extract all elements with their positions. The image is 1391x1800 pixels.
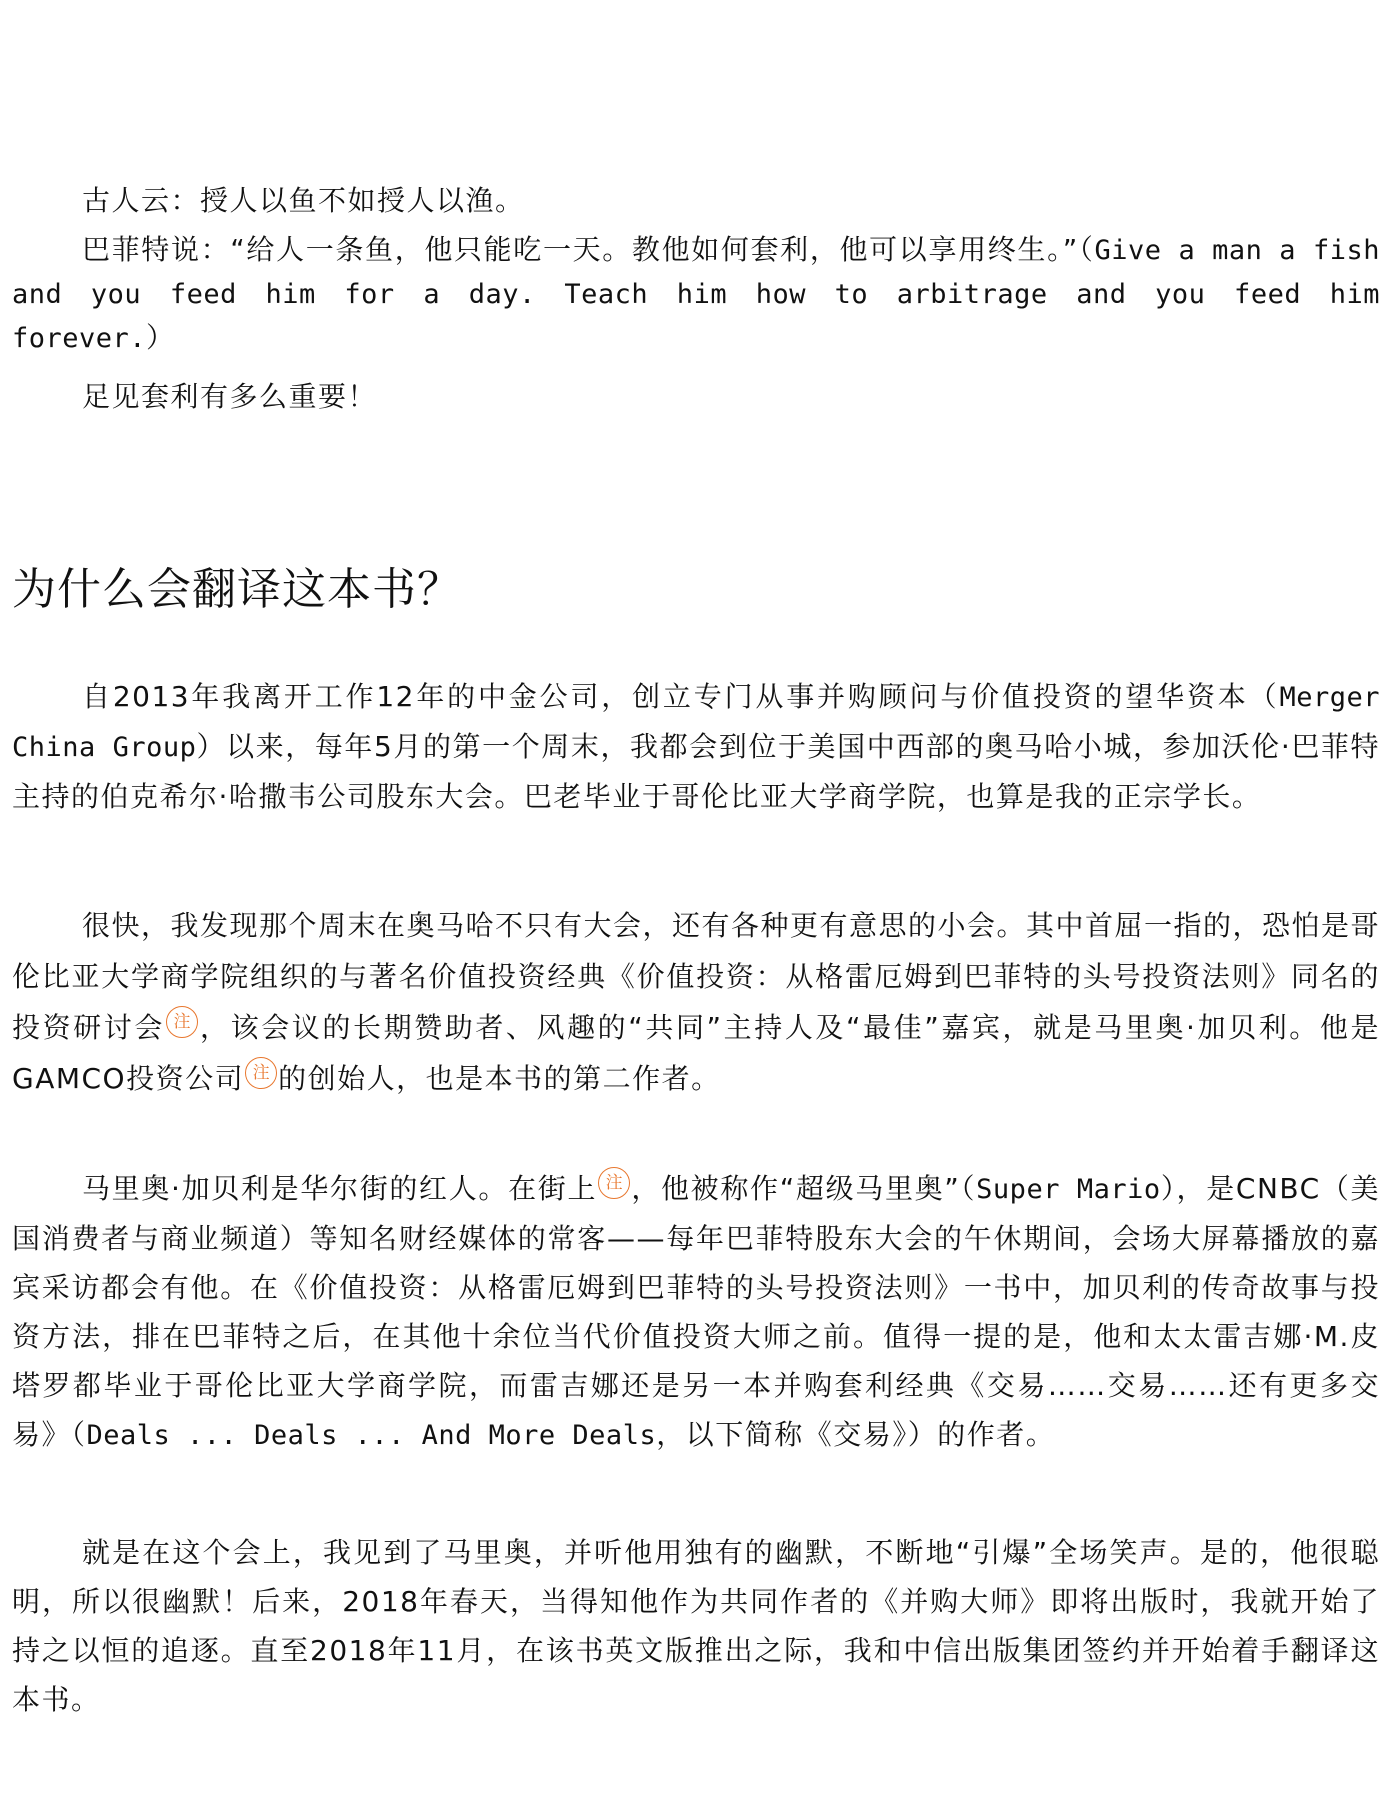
paragraph-founding-part-a: 自2013年我离开工作12年的中金公司，创立专门从事并购顾问与价值投资的望华资本（ xyxy=(82,680,1280,713)
paragraph-gabelli-part-a: 马里奥·加贝利是华尔街的红人。在街上 xyxy=(82,1172,598,1205)
paragraph-conference-part-a: 很快，我发现那个周末在奥马哈不只有大会，还有各种更有意思的小会。其中首屈一指的，恐怕是哥伦比亚大学商学院组织的与著名价值投资经典《价值投资：从格雷厄姆到巴菲特的头号投资法则》同名的投资研讨会 xyxy=(12,909,1381,1044)
book-title-english: Deals ... Deals ... And More Deals xyxy=(86,1420,657,1451)
buffett-quote-english: Give a man a fish and you feed him for a day. Teach him how to arbitrage and you feed him forever. xyxy=(12,235,1380,354)
paragraph-translation-origin xyxy=(12,1528,1380,1724)
buffett-quote-close: ） xyxy=(146,321,176,354)
intro-conclusion-text: 足见套利有多么重要！ xyxy=(82,380,378,413)
paragraph-founding xyxy=(12,672,1380,821)
footnote-marker-icon[interactable]: 注 xyxy=(245,1057,277,1089)
intro-proverb-text: 古人云：授人以鱼不如授人以渔。 xyxy=(82,184,525,217)
paragraph-conference-part-c: 的创始人，也是本书的第二作者。 xyxy=(278,1062,721,1095)
paragraph-gabelli-part-c: ），是CNBC（美国消费者与商业频道）等知名财经媒体的常客——每年巴菲特股东大会的午休期间，会场大屏幕播放的嘉宾采访都会有他。在《价值投资：从格雷厄姆到巴菲特的头号投资法则》一书中，加贝利的传奇故事与投资方法，排在巴菲特之后，在其他十余位当代价值投资大师之前。值得一提的是，他和太太雷吉娜·M.皮塔罗都毕业于哥伦比亚大学商学院，而雷吉娜还是另一本并购套利经典《交易……交易……还有更多交易》（ xyxy=(12,1172,1381,1451)
paragraph-conference xyxy=(12,900,1380,1104)
intro-proverb xyxy=(12,176,1380,225)
footnote-marker-icon[interactable]: 注 xyxy=(166,1006,198,1038)
paragraph-gabelli-part-b: ，他被称作“超级马里奥”（ xyxy=(631,1172,977,1205)
nickname-english: Super Mario xyxy=(976,1174,1161,1205)
buffett-quote xyxy=(12,228,1380,360)
section-heading: 为什么会翻译这本书？ xyxy=(12,564,462,615)
paragraph-gabelli xyxy=(12,1164,1380,1460)
paragraph-gabelli-part-d: ，以下简称《交易》）的作者。 xyxy=(656,1418,1056,1451)
company-english-name: Merger China Group xyxy=(12,682,1380,763)
buffett-quote-chinese: 巴菲特说：“给人一条鱼，他只能吃一天。教他如何套利，他可以享用终生。”（ xyxy=(82,233,1095,266)
paragraph-translation-origin-text: 就是在这个会上，我见到了马里奥，并听他用独有的幽默，不断地“引爆”全场笑声。是的，他很聪明，所以很幽默！后来，2018年春天，当得知他作为共同作者的《并购大师》即将出版时，我就开始了持之以恒的追逐。直至2018年11月，在该书英文版推出之际，我和中信出版集团签约并开始着手翻译这本书。 xyxy=(12,1536,1380,1716)
paragraph-conference-part-b: ，该会议的长期赞助者、风趣的“共同”主持人及“最佳”嘉宾，就是马里奥·加贝利。他是GAMCO投资公司 xyxy=(12,1011,1380,1095)
paragraph-founding-part-b: ）以来，每年5月的第一个周末，我都会到位于美国中西部的奥马哈小城，参加沃伦·巴菲特主持的伯克希尔·哈撒韦公司股东大会。巴老毕业于哥伦比亚大学商学院，也算是我的正宗学长。 xyxy=(12,730,1380,813)
footnote-marker-icon[interactable]: 注 xyxy=(598,1167,630,1199)
intro-conclusion xyxy=(12,372,1380,421)
